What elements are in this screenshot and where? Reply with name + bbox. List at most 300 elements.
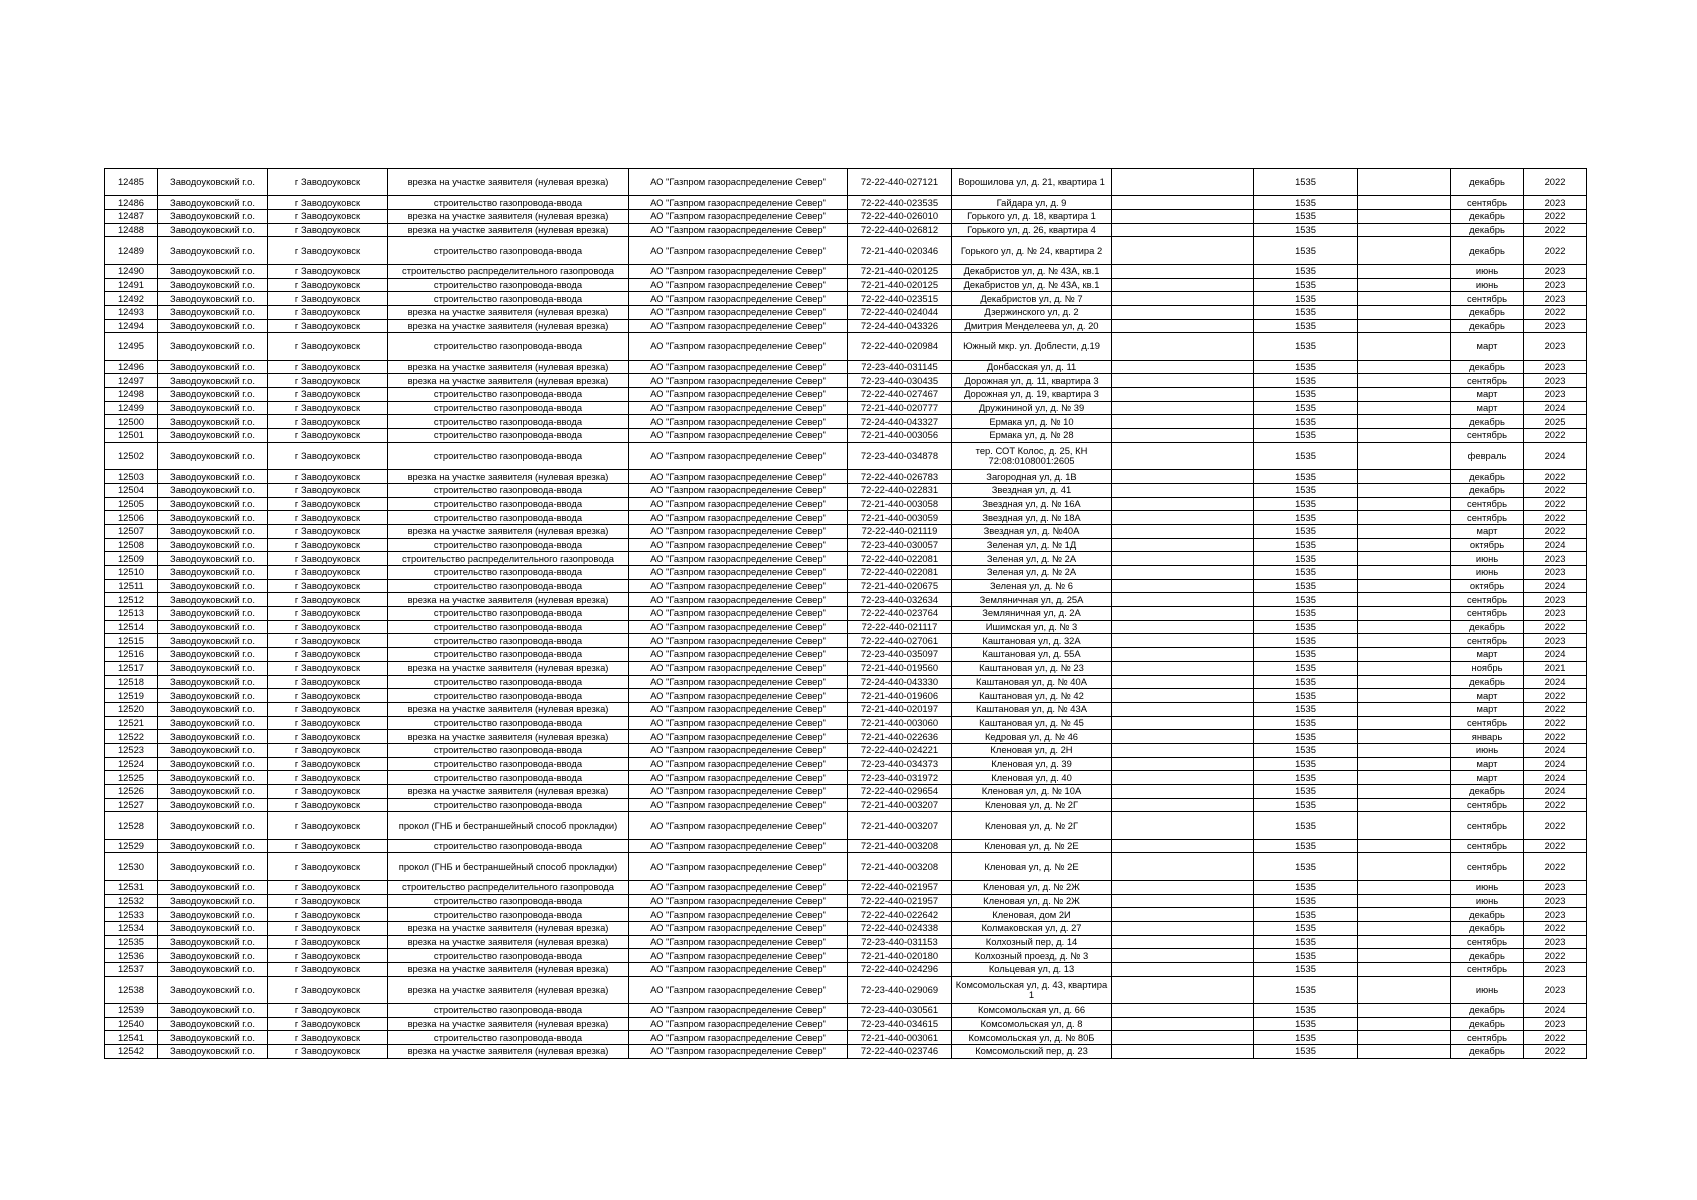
cell-empty [1358, 538, 1451, 552]
cell-locality: г Заводоуковск [268, 620, 388, 634]
cell-address: Комсомольская ул, д. 8 [952, 1017, 1112, 1031]
table-row [105, 880, 1587, 894]
cell-application-id: 72-21-440-019606 [848, 689, 952, 703]
cell-empty [1112, 552, 1254, 566]
cell-empty [1358, 237, 1451, 264]
cell-month: июнь [1451, 566, 1524, 580]
cell-address: Ермака ул, д. № 28 [952, 429, 1112, 443]
cell-organization: АО "Газпром газораспределение Север" [629, 593, 848, 607]
cell-district: Заводоуковский г.о. [158, 853, 268, 880]
cell-organization: АО "Газпром газораспределение Север" [629, 360, 848, 374]
cell-amount: 1535 [1254, 702, 1358, 716]
cell-work-type: врезка на участке заявителя (нулевая врезка) [388, 210, 629, 224]
cell-address: Ворошилова ул, д. 21, квартира 1 [952, 169, 1112, 196]
cell-locality: г Заводоуковск [268, 634, 388, 648]
cell-amount: 1535 [1254, 264, 1358, 278]
cell-year: 2022 [1524, 853, 1587, 880]
cell-number: 12537 [105, 962, 158, 976]
cell-number: 12513 [105, 607, 158, 621]
cell-empty [1112, 962, 1254, 976]
cell-empty [1112, 785, 1254, 799]
cell-month: сентябрь [1451, 716, 1524, 730]
cell-district: Заводоуковский г.о. [158, 798, 268, 812]
cell-empty [1358, 579, 1451, 593]
cell-work-type: строительство газопровода-ввода [388, 771, 629, 785]
cell-number: 12486 [105, 196, 158, 210]
cell-empty [1358, 470, 1451, 484]
cell-amount: 1535 [1254, 894, 1358, 908]
cell-amount: 1535 [1254, 880, 1358, 894]
cell-application-id: 72-21-440-003061 [848, 1031, 952, 1045]
cell-empty [1112, 1031, 1254, 1045]
cell-application-id: 72-23-440-035097 [848, 648, 952, 662]
cell-number: 12500 [105, 415, 158, 429]
cell-application-id: 72-22-440-022642 [848, 908, 952, 922]
cell-month: март [1451, 689, 1524, 703]
cell-empty [1112, 675, 1254, 689]
cell-month: март [1451, 702, 1524, 716]
cell-application-id: 72-21-440-020125 [848, 264, 952, 278]
cell-empty [1112, 401, 1254, 415]
cell-district: Заводоуковский г.о. [158, 333, 268, 360]
cell-empty [1358, 360, 1451, 374]
cell-locality: г Заводоуковск [268, 976, 388, 1003]
cell-empty [1112, 976, 1254, 1003]
cell-year: 2022 [1524, 798, 1587, 812]
cell-application-id: 72-22-440-022081 [848, 566, 952, 580]
cell-number: 12523 [105, 743, 158, 757]
cell-organization: АО "Газпром газораспределение Север" [629, 1017, 848, 1031]
cell-year: 2022 [1524, 1031, 1587, 1045]
cell-locality: г Заводоуковск [268, 880, 388, 894]
cell-month: июнь [1451, 894, 1524, 908]
cell-month: декабрь [1451, 949, 1524, 963]
cell-year: 2022 [1524, 620, 1587, 634]
cell-number: 12532 [105, 894, 158, 908]
cell-locality: г Заводоуковск [268, 470, 388, 484]
cell-address: Кольцевая ул, д. 13 [952, 962, 1112, 976]
cell-empty [1358, 962, 1451, 976]
cell-number: 12533 [105, 908, 158, 922]
cell-work-type: врезка на участке заявителя (нулевая врезка) [388, 1017, 629, 1031]
cell-organization: АО "Газпром газораспределение Север" [629, 730, 848, 744]
table-row [105, 785, 1587, 799]
cell-year: 2024 [1524, 743, 1587, 757]
cell-empty [1112, 716, 1254, 730]
cell-year: 2022 [1524, 524, 1587, 538]
cell-empty [1112, 607, 1254, 621]
cell-locality: г Заводоуковск [268, 1017, 388, 1031]
cell-address: Кленовая ул, д. № 2Ж [952, 894, 1112, 908]
cell-district: Заводоуковский г.о. [158, 511, 268, 525]
cell-number: 12538 [105, 976, 158, 1003]
table-row [105, 169, 1587, 196]
cell-empty [1358, 319, 1451, 333]
cell-organization: АО "Газпром газораспределение Север" [629, 579, 848, 593]
cell-number: 12524 [105, 757, 158, 771]
cell-organization: АО "Газпром газораспределение Север" [629, 483, 848, 497]
cell-application-id: 72-23-440-030435 [848, 374, 952, 388]
cell-work-type: строительство газопровода-ввода [388, 743, 629, 757]
cell-address: Каштановая ул, д. № 45 [952, 716, 1112, 730]
cell-empty [1358, 607, 1451, 621]
cell-number: 12485 [105, 169, 158, 196]
cell-amount: 1535 [1254, 511, 1358, 525]
data-table [104, 168, 1587, 1059]
table-row [105, 675, 1587, 689]
cell-year: 2024 [1524, 675, 1587, 689]
cell-district: Заводоуковский г.о. [158, 921, 268, 935]
cell-work-type: строительство газопровода-ввода [388, 497, 629, 511]
cell-month: декабрь [1451, 785, 1524, 799]
cell-locality: г Заводоуковск [268, 785, 388, 799]
cell-year: 2023 [1524, 894, 1587, 908]
cell-amount: 1535 [1254, 483, 1358, 497]
table-row [105, 716, 1587, 730]
cell-number: 12502 [105, 442, 158, 469]
cell-district: Заводоуковский г.о. [158, 388, 268, 402]
cell-amount: 1535 [1254, 223, 1358, 237]
cell-organization: АО "Газпром газораспределение Север" [629, 785, 848, 799]
cell-application-id: 72-21-440-003208 [848, 853, 952, 880]
cell-work-type: строительство газопровода-ввода [388, 442, 629, 469]
cell-work-type: врезка на участке заявителя (нулевая врезка) [388, 319, 629, 333]
cell-address: Декабристов ул, д. № 43А, кв.1 [952, 278, 1112, 292]
cell-empty [1358, 483, 1451, 497]
cell-number: 12496 [105, 360, 158, 374]
cell-locality: г Заводоуковск [268, 675, 388, 689]
cell-locality: г Заводоуковск [268, 223, 388, 237]
cell-application-id: 72-22-440-023515 [848, 292, 952, 306]
cell-district: Заводоуковский г.о. [158, 483, 268, 497]
table-row [105, 524, 1587, 538]
cell-application-id: 72-22-440-022081 [848, 552, 952, 566]
cell-organization: АО "Газпром газораспределение Север" [629, 702, 848, 716]
cell-year: 2023 [1524, 374, 1587, 388]
cell-month: декабрь [1451, 1004, 1524, 1018]
table-row [105, 360, 1587, 374]
cell-address: Кленовая ул, д. 39 [952, 757, 1112, 771]
cell-organization: АО "Газпром газораспределение Север" [629, 798, 848, 812]
cell-work-type: строительство распределительного газопровода [388, 880, 629, 894]
cell-empty [1358, 264, 1451, 278]
cell-number: 12511 [105, 579, 158, 593]
cell-locality: г Заводоуковск [268, 210, 388, 224]
cell-empty [1358, 880, 1451, 894]
cell-locality: г Заводоуковск [268, 305, 388, 319]
cell-organization: АО "Газпром газораспределение Север" [629, 634, 848, 648]
cell-number: 12531 [105, 880, 158, 894]
cell-empty [1112, 305, 1254, 319]
cell-month: декабрь [1451, 415, 1524, 429]
cell-number: 12506 [105, 511, 158, 525]
cell-number: 12539 [105, 1004, 158, 1018]
cell-amount: 1535 [1254, 292, 1358, 306]
cell-district: Заводоуковский г.о. [158, 264, 268, 278]
cell-month: март [1451, 648, 1524, 662]
cell-year: 2023 [1524, 634, 1587, 648]
cell-address: Звездная ул, д. №40А [952, 524, 1112, 538]
cell-number: 12512 [105, 593, 158, 607]
cell-amount: 1535 [1254, 976, 1358, 1003]
cell-locality: г Заводоуковск [268, 497, 388, 511]
cell-organization: АО "Газпром газораспределение Север" [629, 429, 848, 443]
cell-number: 12487 [105, 210, 158, 224]
cell-number: 12488 [105, 223, 158, 237]
cell-district: Заводоуковский г.о. [158, 935, 268, 949]
cell-year: 2022 [1524, 305, 1587, 319]
cell-district: Заводоуковский г.о. [158, 880, 268, 894]
cell-address: Земляничная ул, д. 25А [952, 593, 1112, 607]
cell-empty [1112, 374, 1254, 388]
cell-district: Заводоуковский г.о. [158, 237, 268, 264]
cell-amount: 1535 [1254, 853, 1358, 880]
cell-month: декабрь [1451, 210, 1524, 224]
cell-district: Заводоуковский г.о. [158, 1045, 268, 1059]
cell-locality: г Заводоуковск [268, 415, 388, 429]
cell-month: декабрь [1451, 470, 1524, 484]
cell-work-type: врезка на участке заявителя (нулевая врезка) [388, 169, 629, 196]
cell-empty [1112, 579, 1254, 593]
cell-month: декабрь [1451, 921, 1524, 935]
cell-organization: АО "Газпром газораспределение Север" [629, 292, 848, 306]
cell-application-id: 72-21-440-020180 [848, 949, 952, 963]
table-row [105, 333, 1587, 360]
cell-locality: г Заводоуковск [268, 894, 388, 908]
cell-amount: 1535 [1254, 169, 1358, 196]
table-row [105, 757, 1587, 771]
cell-work-type: строительство газопровода-ввода [388, 798, 629, 812]
table-row [105, 853, 1587, 880]
table-row [105, 305, 1587, 319]
cell-organization: АО "Газпром газораспределение Север" [629, 278, 848, 292]
table-row [105, 319, 1587, 333]
cell-empty [1112, 702, 1254, 716]
cell-amount: 1535 [1254, 593, 1358, 607]
cell-organization: АО "Газпром газораспределение Север" [629, 771, 848, 785]
cell-year: 2023 [1524, 607, 1587, 621]
cell-amount: 1535 [1254, 757, 1358, 771]
cell-amount: 1535 [1254, 839, 1358, 853]
cell-empty [1112, 1017, 1254, 1031]
cell-month: март [1451, 388, 1524, 402]
cell-locality: г Заводоуковск [268, 702, 388, 716]
cell-number: 12509 [105, 552, 158, 566]
cell-empty [1358, 524, 1451, 538]
cell-empty [1112, 470, 1254, 484]
cell-address: Горького ул, д. 26, квартира 4 [952, 223, 1112, 237]
cell-district: Заводоуковский г.о. [158, 908, 268, 922]
cell-locality: г Заводоуковск [268, 292, 388, 306]
cell-organization: АО "Газпром газораспределение Север" [629, 661, 848, 675]
cell-month: сентябрь [1451, 196, 1524, 210]
cell-empty [1112, 196, 1254, 210]
cell-year: 2023 [1524, 319, 1587, 333]
cell-address: Кленовая, дом 2И [952, 908, 1112, 922]
cell-work-type: строительство газопровода-ввода [388, 292, 629, 306]
cell-address: Каштановая ул, д. 32А [952, 634, 1112, 648]
cell-empty [1358, 593, 1451, 607]
cell-year: 2023 [1524, 962, 1587, 976]
cell-amount: 1535 [1254, 552, 1358, 566]
cell-empty [1112, 593, 1254, 607]
cell-empty [1112, 1004, 1254, 1018]
cell-district: Заводоуковский г.о. [158, 730, 268, 744]
cell-application-id: 72-22-440-021957 [848, 894, 952, 908]
cell-month: декабрь [1451, 169, 1524, 196]
cell-application-id: 72-22-440-029654 [848, 785, 952, 799]
cell-locality: г Заводоуковск [268, 689, 388, 703]
cell-number: 12508 [105, 538, 158, 552]
cell-address: Колхозный проезд, д. № 3 [952, 949, 1112, 963]
cell-application-id: 72-22-440-027061 [848, 634, 952, 648]
cell-empty [1358, 771, 1451, 785]
cell-organization: АО "Газпром газораспределение Север" [629, 921, 848, 935]
cell-application-id: 72-23-440-031145 [848, 360, 952, 374]
cell-application-id: 72-22-440-026783 [848, 470, 952, 484]
cell-empty [1358, 388, 1451, 402]
table-row [105, 264, 1587, 278]
cell-organization: АО "Газпром газораспределение Север" [629, 812, 848, 839]
table-row [105, 1045, 1587, 1059]
cell-empty [1112, 634, 1254, 648]
cell-empty [1112, 319, 1254, 333]
cell-year: 2022 [1524, 949, 1587, 963]
table-row [105, 798, 1587, 812]
cell-work-type: врезка на участке заявителя (нулевая врезка) [388, 360, 629, 374]
cell-district: Заводоуковский г.о. [158, 524, 268, 538]
cell-amount: 1535 [1254, 661, 1358, 675]
cell-organization: АО "Газпром газораспределение Север" [629, 976, 848, 1003]
cell-work-type: строительство газопровода-ввода [388, 634, 629, 648]
cell-number: 12493 [105, 305, 158, 319]
cell-number: 12494 [105, 319, 158, 333]
cell-locality: г Заводоуковск [268, 524, 388, 538]
cell-organization: АО "Газпром газораспределение Север" [629, 1004, 848, 1018]
cell-work-type: прокол (ГНБ и бестраншейный способ прокладки) [388, 812, 629, 839]
cell-month: март [1451, 771, 1524, 785]
cell-locality: г Заводоуковск [268, 730, 388, 744]
cell-district: Заводоуковский г.о. [158, 552, 268, 566]
cell-amount: 1535 [1254, 442, 1358, 469]
cell-empty [1358, 415, 1451, 429]
cell-empty [1112, 169, 1254, 196]
cell-application-id: 72-23-440-031972 [848, 771, 952, 785]
table-row [105, 401, 1587, 415]
cell-address: Кленовая ул, д. 2Н [952, 743, 1112, 757]
cell-year: 2023 [1524, 196, 1587, 210]
cell-locality: г Заводоуковск [268, 935, 388, 949]
cell-year: 2023 [1524, 593, 1587, 607]
cell-application-id: 72-23-440-029069 [848, 976, 952, 1003]
cell-district: Заводоуковский г.о. [158, 675, 268, 689]
cell-locality: г Заводоуковск [268, 278, 388, 292]
cell-application-id: 72-22-440-024044 [848, 305, 952, 319]
cell-month: июнь [1451, 743, 1524, 757]
cell-amount: 1535 [1254, 319, 1358, 333]
cell-empty [1358, 429, 1451, 443]
cell-month: ноябрь [1451, 661, 1524, 675]
cell-month: сентябрь [1451, 935, 1524, 949]
cell-work-type: строительство газопровода-ввода [388, 648, 629, 662]
cell-empty [1358, 661, 1451, 675]
cell-district: Заводоуковский г.о. [158, 716, 268, 730]
cell-address: Горького ул, д. 18, квартира 1 [952, 210, 1112, 224]
cell-work-type: строительство газопровода-ввода [388, 1031, 629, 1045]
cell-work-type: строительство газопровода-ввода [388, 429, 629, 443]
cell-number: 12505 [105, 497, 158, 511]
cell-application-id: 72-21-440-003207 [848, 798, 952, 812]
cell-amount: 1535 [1254, 237, 1358, 264]
cell-locality: г Заводоуковск [268, 812, 388, 839]
cell-address: Комсомольская ул, д. 66 [952, 1004, 1112, 1018]
cell-district: Заводоуковский г.о. [158, 1031, 268, 1045]
cell-locality: г Заводоуковск [268, 333, 388, 360]
cell-year: 2024 [1524, 538, 1587, 552]
cell-application-id: 72-23-440-031153 [848, 935, 952, 949]
cell-application-id: 72-22-440-027121 [848, 169, 952, 196]
cell-district: Заводоуковский г.о. [158, 785, 268, 799]
cell-district: Заводоуковский г.о. [158, 757, 268, 771]
cell-year: 2021 [1524, 661, 1587, 675]
cell-address: Дружининой ул, д. № 39 [952, 401, 1112, 415]
cell-district: Заводоуковский г.о. [158, 1004, 268, 1018]
cell-application-id: 72-22-440-027467 [848, 388, 952, 402]
table-row [105, 511, 1587, 525]
table-row [105, 292, 1587, 306]
cell-district: Заводоуковский г.о. [158, 634, 268, 648]
table-row [105, 908, 1587, 922]
cell-address: Загородная ул, д. 1В [952, 470, 1112, 484]
cell-year: 2023 [1524, 908, 1587, 922]
cell-district: Заводоуковский г.о. [158, 976, 268, 1003]
table-row [105, 278, 1587, 292]
cell-district: Заводоуковский г.о. [158, 169, 268, 196]
cell-address: Ишимская ул, д. № 3 [952, 620, 1112, 634]
cell-district: Заводоуковский г.о. [158, 223, 268, 237]
cell-organization: АО "Газпром газораспределение Север" [629, 743, 848, 757]
cell-district: Заводоуковский г.о. [158, 771, 268, 785]
cell-amount: 1535 [1254, 524, 1358, 538]
cell-address: Декабристов ул, д. № 7 [952, 292, 1112, 306]
cell-organization: АО "Газпром газораспределение Север" [629, 757, 848, 771]
cell-month: сентябрь [1451, 429, 1524, 443]
cell-empty [1358, 976, 1451, 1003]
table-row [105, 1017, 1587, 1031]
cell-empty [1358, 620, 1451, 634]
cell-amount: 1535 [1254, 812, 1358, 839]
cell-work-type: строительство газопровода-ввода [388, 401, 629, 415]
cell-organization: АО "Газпром газораспределение Север" [629, 470, 848, 484]
cell-empty [1358, 374, 1451, 388]
cell-month: декабрь [1451, 237, 1524, 264]
cell-empty [1112, 278, 1254, 292]
cell-address: Дорожная ул, д. 11, квартира 3 [952, 374, 1112, 388]
cell-application-id: 72-23-440-034878 [848, 442, 952, 469]
cell-year: 2022 [1524, 1045, 1587, 1059]
cell-application-id: 72-23-440-034373 [848, 757, 952, 771]
cell-organization: АО "Газпром газораспределение Север" [629, 689, 848, 703]
cell-empty [1358, 689, 1451, 703]
cell-empty [1358, 949, 1451, 963]
cell-amount: 1535 [1254, 497, 1358, 511]
cell-application-id: 72-24-440-043326 [848, 319, 952, 333]
table-row [105, 196, 1587, 210]
cell-month: март [1451, 401, 1524, 415]
cell-application-id: 72-23-440-030561 [848, 1004, 952, 1018]
cell-empty [1358, 1004, 1451, 1018]
cell-amount: 1535 [1254, 579, 1358, 593]
